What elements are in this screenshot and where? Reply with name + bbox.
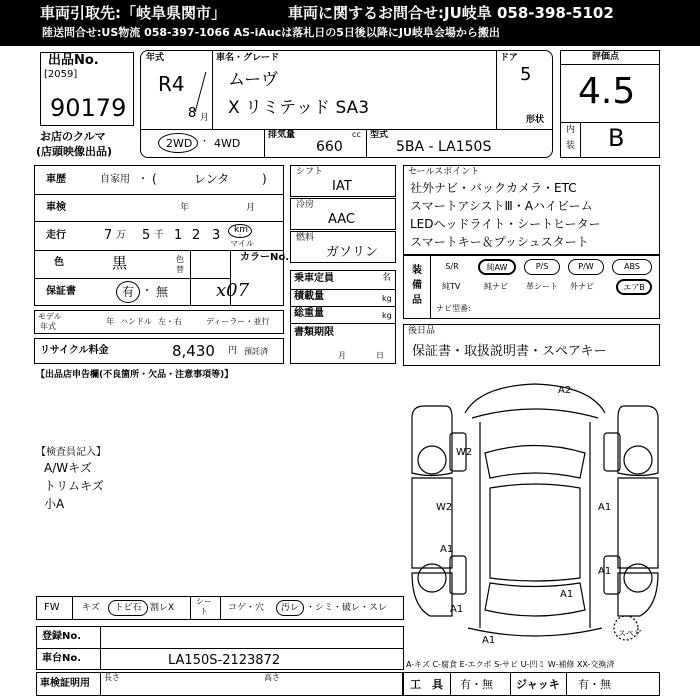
damage-mark-w2-mid: W2: [436, 502, 453, 513]
mileage-v3: 1: [174, 228, 183, 243]
reg-label: 登録No.: [42, 631, 82, 642]
history-dot: ・: [138, 174, 148, 185]
equip-navi-model: ナビ型番:: [436, 304, 471, 313]
history-rental: レンタ: [194, 172, 230, 186]
floor-kizu: キズ: [82, 603, 100, 613]
shop-notes-label: 【出品店申告欄(不良箇所・欠品・注意事項等)】: [36, 370, 234, 380]
history-paren-close: ): [262, 172, 267, 186]
lot-number: 90179: [50, 94, 127, 122]
cert-note-2: 高さ: [264, 673, 280, 682]
attachments-label: 後日品: [408, 326, 436, 336]
car-damage-diagram: [400, 378, 670, 648]
equip-outnavi: 外ナビ: [570, 282, 594, 291]
header-transport: 陸送問合せ:US物流 058-397-1066 AS-iAucは落札日の5日後以降にJU岐阜会場から搬出: [42, 26, 500, 39]
model-lr: 左・右: [158, 317, 182, 326]
lot-code: [2059]: [44, 69, 78, 80]
mileage-mile: マイル: [230, 239, 254, 248]
sales-point-2: スマートアシストⅢ・Aハイビーム: [410, 199, 593, 213]
damage-mark-a1-rear-left: A1: [450, 604, 464, 615]
equip-label-3: 品: [412, 295, 422, 306]
floor-seat-2: ト: [200, 607, 208, 616]
warranty-label: 保証書: [46, 286, 76, 297]
history-private: 自家用: [100, 174, 130, 185]
drive-4wd: 4WD: [214, 137, 241, 150]
equip-tv: 純TV: [442, 282, 461, 291]
floor-fw: FW: [44, 602, 60, 613]
damage-mark-a2: A2: [558, 385, 572, 396]
chassis-value: LA150S-2123872: [168, 653, 281, 668]
color-change-1: 色: [176, 255, 184, 264]
interior-label-1: 内: [566, 125, 576, 135]
load-label: 積載量: [294, 291, 324, 302]
door-label: ドア: [500, 53, 518, 63]
history-label: 車歴: [46, 174, 66, 185]
floor-tobi-text: トビ: [114, 603, 133, 613]
recycle-note: 預託済: [244, 347, 268, 356]
doc-month: 月: [338, 351, 346, 360]
shop-note-1: お店のクルマ: [40, 130, 106, 143]
sales-points-label: セールスポイント: [408, 167, 480, 177]
model-value: 5BA - LA150S: [396, 139, 492, 155]
weight-unit: kg: [382, 311, 392, 320]
inspection-month: 月: [246, 203, 256, 213]
recycle-unit: 円: [228, 346, 238, 356]
color-label: 色: [54, 257, 64, 268]
jack-value: 有・無: [578, 678, 611, 691]
car-name: ムーヴ: [228, 70, 279, 90]
color-code-label: カラーNo.: [240, 252, 290, 263]
shift-value: IAT: [332, 179, 352, 194]
model-label-1: モデル: [38, 312, 62, 321]
equip-alloy: 純AW: [478, 259, 516, 275]
recycle-label: リサイクル料金: [40, 345, 109, 356]
damage-mark-a1-right2: A1: [598, 566, 612, 577]
equip-navi: 純ナビ: [484, 282, 508, 291]
damage-mark-a1-rear-right: A1: [560, 589, 574, 600]
floor-rest: ・シミ・破レ・スレ: [306, 603, 388, 613]
displacement-value: 660: [316, 139, 343, 155]
mileage-u2: 千: [154, 230, 164, 241]
sales-point-1: 社外ナビ・バックカメラ・ETC: [410, 181, 577, 195]
color-code-value: x07: [216, 280, 250, 301]
equip-airbag: エアB: [616, 279, 652, 295]
attachments-value: 保証書・取扱説明書・スペアキー: [412, 344, 607, 359]
mileage-label: 走行: [46, 230, 66, 241]
tools-value: 有・無: [460, 678, 493, 691]
doc-day: 日: [376, 351, 384, 360]
equip-label-2: 備: [412, 280, 422, 291]
inspection-label: 車検: [46, 202, 66, 213]
drive-dot: ・: [200, 137, 210, 147]
year-label: 年式: [146, 53, 165, 63]
equip-label-1: 装: [412, 265, 422, 276]
year-value: R4: [158, 72, 185, 96]
interior-label-2: 装: [566, 141, 576, 151]
spare-label: スペア: [618, 629, 642, 638]
load-unit: kg: [382, 294, 392, 303]
displacement-unit: cc: [352, 130, 361, 139]
shop-note-2: (店頭映像出品): [36, 145, 113, 158]
capacity-unit: 名: [382, 273, 392, 283]
equip-leather: 革シート: [526, 282, 558, 291]
fuel-value: ガソリン: [326, 245, 379, 260]
cert-label: 車検証明用: [40, 678, 90, 689]
shape-label: 形状: [526, 115, 545, 125]
weight-label: 総重量: [294, 308, 324, 319]
mileage-v5: 3: [212, 228, 221, 243]
model-dealer: ディーラー・並行: [206, 317, 270, 326]
fuel-label: 燃料: [296, 233, 315, 243]
cert-row: [36, 672, 404, 696]
doors-value: 5: [520, 64, 532, 85]
aircon-value: AAC: [328, 212, 355, 227]
name-label: 車名・グレード: [216, 53, 280, 63]
sales-point-3: LEDヘッドライト・シートヒーター: [410, 217, 601, 231]
damage-legend: A-キズ C-腐食 E-エクボ S-サビ U-凹ミ W-補修 XX-交換済: [406, 660, 615, 669]
lot-label: 出品No.: [48, 53, 99, 68]
chassis-label: 車台No.: [42, 653, 82, 664]
mileage-u1: 万: [116, 230, 126, 241]
mileage-v2: 5: [142, 228, 151, 243]
inspection-year: 年: [180, 203, 190, 213]
inspector-label: 【検査員記入】: [36, 447, 106, 458]
warranty-no: 無: [156, 285, 169, 299]
capacity-label: 乗車定員: [294, 273, 334, 284]
color-value: 黒: [112, 254, 128, 272]
inspector-line-2: トリムキズ: [44, 479, 104, 493]
equip-ps: P/S: [524, 259, 560, 275]
mileage-km: km: [234, 225, 248, 235]
floor-tobi: [108, 600, 148, 616]
warranty-yes: 有: [122, 285, 135, 299]
damage-mark-a1-right: A1: [598, 502, 612, 513]
recycle-value: 8,430: [172, 342, 215, 360]
warranty-dot: ・: [142, 286, 152, 297]
car-grade: X リミテッド SA3: [228, 98, 370, 118]
mileage-v1: 7: [104, 228, 113, 243]
cert-note-1: 長さ: [104, 673, 120, 682]
displacement-label: 排気量: [268, 130, 296, 140]
score-label: 評価点: [592, 52, 620, 62]
shift-label: シフト: [296, 167, 324, 177]
equip-pw: P/W: [568, 259, 604, 275]
tools-label: 工 具: [410, 678, 443, 691]
header-contact: 車両に関するお問合せ:JU岐阜 058-398-5102: [288, 4, 614, 22]
inspector-line-1: A/Wキズ: [44, 461, 92, 475]
drive-2wd: 2WD: [166, 137, 193, 150]
equip-abs: ABS: [612, 259, 652, 275]
interior-value: B: [608, 124, 625, 152]
color-change-2: 替: [176, 265, 184, 274]
floor-seat-1: シー: [196, 597, 212, 606]
month-unit: 月: [200, 113, 210, 123]
sales-point-4: スマートキー＆プッシュスタート: [410, 235, 589, 249]
damage-mark-a1-left: A1: [440, 544, 454, 555]
history-paren-open: (: [152, 172, 157, 186]
floor-ware: 割レX: [150, 603, 175, 613]
month-value: 8: [188, 106, 197, 121]
jack-label: ジャッキ: [516, 678, 560, 691]
model-label: 型式: [370, 130, 389, 140]
mileage-v4: 2: [192, 228, 201, 243]
score-value: 4.5: [578, 71, 636, 112]
damage-mark-a1-bottom: A1: [482, 635, 496, 646]
inspector-line-3: 小A: [44, 497, 65, 511]
floor-yogore: 汚レ: [276, 600, 304, 616]
floor-koge: コゲ・穴: [228, 603, 265, 613]
floor-tobi-stone: 石: [132, 603, 142, 613]
equip-sr: S/R: [445, 262, 459, 271]
header-pickup: 車両引取先:「岐阜県関市」: [40, 4, 226, 22]
model-handle: ハンドル: [120, 317, 152, 326]
model-year: 年: [106, 317, 114, 326]
aircon-label: 冷房: [296, 200, 315, 210]
model-label-2: 年式: [40, 322, 56, 331]
doc-label: 書類期限: [294, 327, 334, 338]
damage-mark-w2-top: W2: [456, 447, 473, 458]
